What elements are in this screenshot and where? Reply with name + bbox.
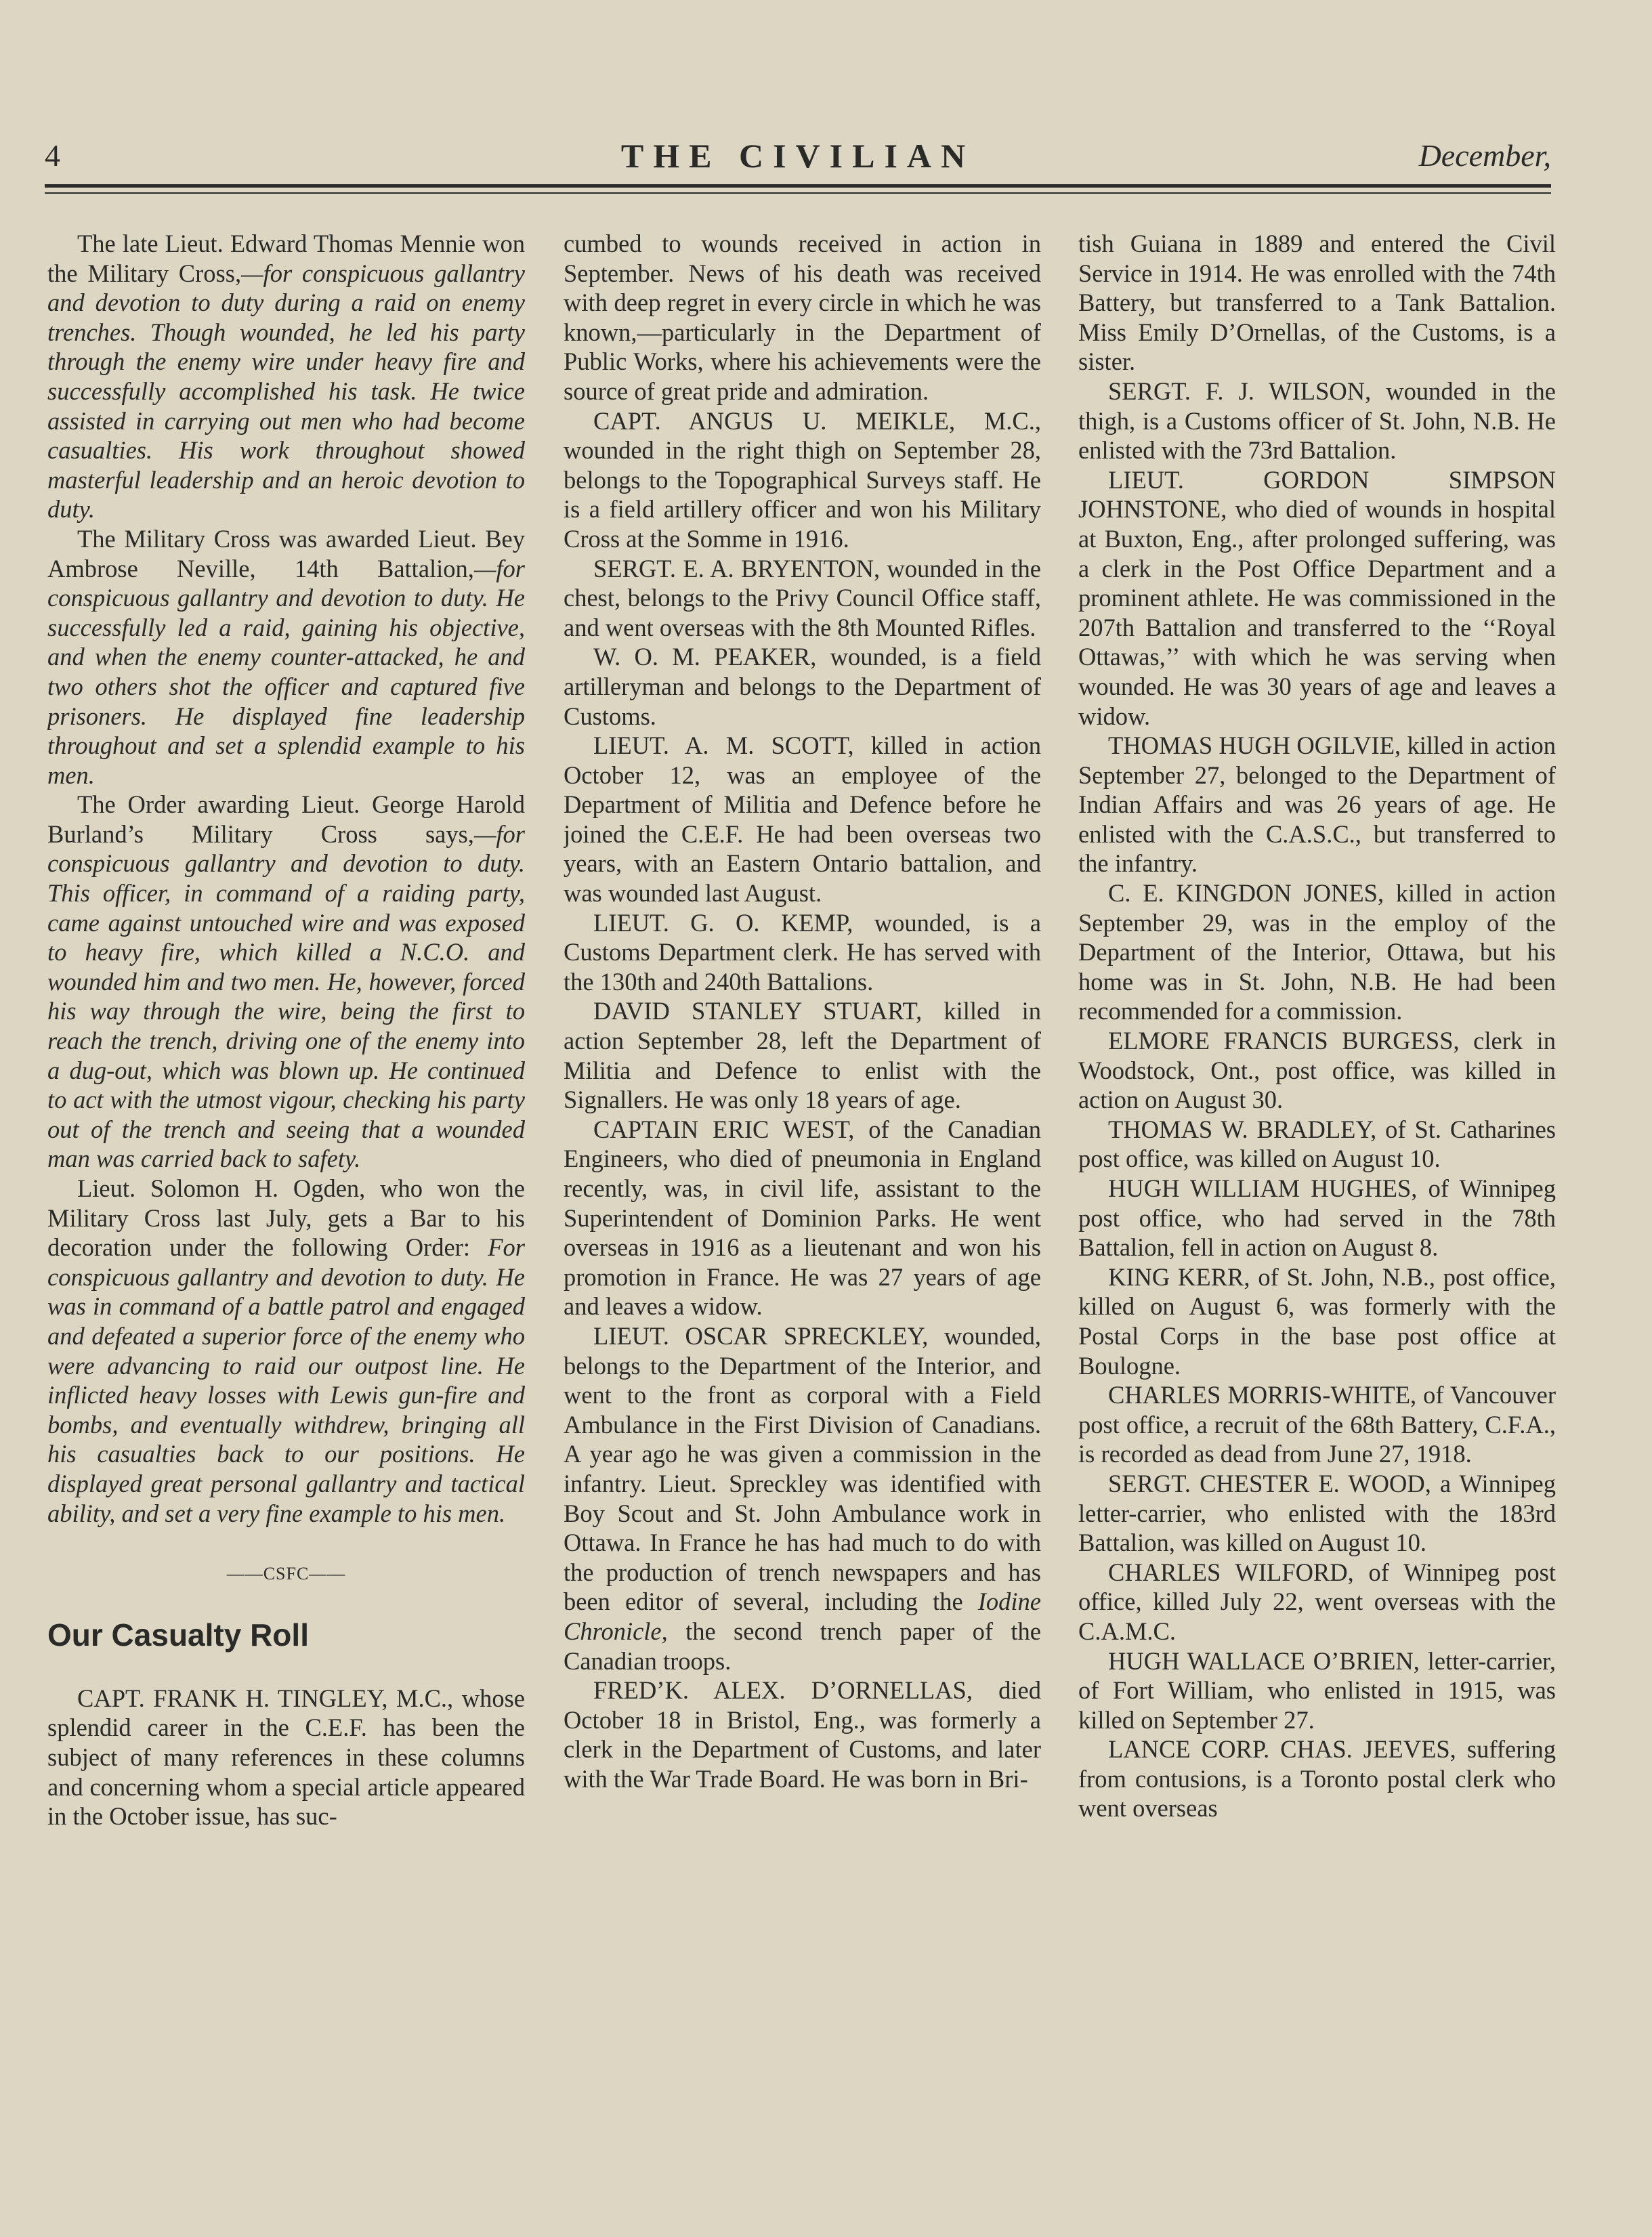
paragraph-jones: C. E. KINGDON JONES, killed in action September 29, was in the employ of the Department of the Interior, Ottawa, but his home was in St. John, N.B. He had been recommended for a commission. — [1078, 879, 1556, 1025]
paragraph-meikle: CAPT. ANGUS U. MEIKLE, M.C., wounded in the right thigh on September 28, belongs to the Topographical Surveys staff. He is a field artillery officer and won his Military Cross at the Somme in 1916. — [564, 406, 1041, 553]
paragraph-tingley: CAPT. FRANK H. TINGLEY, M.C., whose splendid career in the C.E.F. has been the subject of many references in these columns and concerning whom a special article appeared in the October issue, has suc- — [47, 1684, 525, 1831]
paragraph-stuart: DAVID STANLEY STUART, killed in action September 28, left the Department of Militia and Defence to enlist with the Signallers. He was only 18 years of age. — [564, 997, 1041, 1114]
paragraph-mennie: The late Lieut. Edward Thomas Mennie won the Military Cross,—for conspicuous gallantry and devotion to duty during a raid on enemy trenches. Though wounded, he led his party through the enemy wire under heavy fire and successfully accomplished his task. He twice assisted in carrying out men who had become casualties. His work throughout showed masterful leadership and an heroic devotion to duty. — [47, 230, 525, 524]
paragraph-wilson: SERGT. F. J. WILSON, wounded in the thigh, is a Customs officer of St. John, N.B. He enlisted with the 73rd Battalion. — [1078, 377, 1556, 465]
paragraph-burgess: ELMORE FRANCIS BURGESS, clerk in Woodstock, Ont., post office, was killed in action on August 30. — [1078, 1027, 1556, 1114]
paragraph-johnstone: LIEUT. GORDON SIMPSON JOHNSTONE, who died of wounds in hospital at Buxton, Eng., after prolonged suffering, was a clerk in the Post Office Department and a prominent athlete. He was commissioned in the 207th Battalion and transferred to the ‘‘Royal Ottawas,’’ with which he was serving when wounded. He was 30 years of age and leaves a widow. — [1078, 465, 1556, 730]
paragraph-scott: LIEUT. A. M. SCOTT, killed in action October 12, was an employee of the Department of Militia and Defence before he joined the C.E.F. He had been overseas two years, with an Eastern Ontario battalion, and was wounded last August. — [564, 731, 1041, 908]
masthead-title: THE CIVILIAN — [620, 137, 975, 175]
header-rule-thick — [45, 184, 1551, 188]
paragraph-west: CAPTAIN ERIC WEST, of the Canadian Engineers, who died of pneumonia in England recently, was, in civil life, assistant to the Superintendent of Dominion Parks. He went overseas in 1916 as a lieutenant and won his promotion in France. He was 27 years of age and leaves a widow. — [564, 1115, 1041, 1321]
column-2 — [564, 229, 1041, 2200]
paragraph-dornellas: FRED’K. ALEX. D’ORNELLAS, died October 18 in Bristol, Eng., was formerly a clerk in the Department of Customs, and later with the War Trade Board. He was born in Bri- — [564, 1676, 1041, 1793]
section-separator: ——CSFC—— — [226, 1564, 346, 1584]
page-header — [45, 132, 1551, 186]
paragraph-wilford: CHARLES WILFORD, of Winnipeg post office, killed July 22, went overseas with the C.A.M.C. — [1078, 1558, 1556, 1645]
paragraph-kemp: LIEUT. G. O. KEMP, wounded, is a Customs Department clerk. He has served with the 130th and 240th Battalions. — [564, 908, 1041, 996]
paragraph-hughes: HUGH WILLIAM HUGHES, of Winnipeg post office, who had served in the 78th Battalion, fell in action on August 8. — [1078, 1174, 1556, 1262]
section-title: Our Casualty Roll — [47, 1617, 309, 1653]
paragraph-wood: SERGT. CHESTER E. WOOD, a Winnipeg letter-carrier, who enlisted with the 183rd Battalion, was killed on August 10. — [1078, 1469, 1556, 1557]
paragraph-dornellas-cont: tish Guiana in 1889 and entered the Civil Service in 1914. He was enrolled with the 74th Battery, but transferred to a Tank Battalion. Miss Emily D’Ornellas, of the Customs, is a sister. — [1078, 230, 1556, 376]
column-3 — [1078, 229, 1556, 2200]
paragraph-ogilvie: THOMAS HUGH OGILVIE, killed in action September 27, belonged to the Department of Indian Affairs and was 26 years of age. He enlisted with the C.A.S.C., but transferred to the infantry. — [1078, 731, 1556, 878]
paragraph-ogden: Lieut. Solomon H. Ogden, who won the Military Cross last July, gets a Bar to his decoration under the following Order: For conspicuous gallantry and devotion to duty. He was in command of a battle patrol and engaged and defeated a superior force of the enemy who were advancing to raid our outpost line. He inflicted heavy losses with Lewis gun-fire and bombs, and eventually withdrew, bringing all his casualties back to our positions. He displayed great personal gallantry and tactical ability, and set a very fine example to his men. — [47, 1174, 525, 1527]
paragraph-neville: The Military Cross was awarded Lieut. Bey Ambrose Neville, 14th Battalion,—for conspicuous gallantry and devotion to duty. He successfully led a raid, gaining his objective, and when the enemy counter-attacked, he and two others shot the officer and captured five prisoners. He displayed fine leadership throughout and set a splendid example to his men. — [47, 524, 525, 789]
paragraph-bradley: THOMAS W. BRADLEY, of St. Catharines post office, was killed on August 10. — [1078, 1115, 1556, 1173]
paragraph-morris-white: CHARLES MORRIS-WHITE, of Vancouver post office, a recruit of the 68th Battery, C.F.A., is recorded as dead from June 27, 1918. — [1078, 1381, 1556, 1468]
paragraph-jeeves: LANCE CORP. CHAS. JEEVES, suffering from contusions, is a Toronto postal clerk who went overseas — [1078, 1735, 1556, 1823]
header-rule-thin — [45, 192, 1551, 194]
paragraph-peaker: W. O. M. PEAKER, wounded, is a field artilleryman and belongs to the Department of Customs. — [564, 643, 1041, 730]
issue-month: December, — [1418, 138, 1551, 173]
page-number: 4 — [45, 138, 60, 173]
paragraph-bryenton: SERGT. E. A. BRYENTON, wounded in the chest, belongs to the Privy Council Office staff, and went overseas with the 8th Mounted Rifles. — [564, 554, 1041, 641]
column-1 — [47, 229, 525, 2200]
paragraph-obrien: HUGH WALLACE O’BRIEN, letter-carrier, of Fort William, who enlisted in 1915, was killed on September 27. — [1078, 1646, 1556, 1734]
paragraph-spreckley: LIEUT. OSCAR SPRECKLEY, wounded, belongs to the Department of the Interior, and went to the front as corporal with a Field Ambulance in the First Division of Canadians. A year ago he was given a commission in the infantry. Lieut. Spreckley was identified with Boy Scout and St. John Ambulance work in Ottawa. In France he has had much to do with the production of trench newspapers and has been editor of several, including the Iodine Chronicle, the second trench paper of the Canadian troops. — [564, 1321, 1041, 1675]
paragraph-tingley-cont: cumbed to wounds received in action in September. News of his death was received with deep regret in every circle in which he was known,—particularly in the Department of Public Works, where his achievements were the source of great pride and admiration. — [564, 230, 1041, 405]
paragraph-burland: The Order awarding Lieut. George Harold Burland’s Military Cross says,—for conspicuous gallantry and devotion to duty. This officer, in command of a raiding party, came against untouched wire and was exposed to heavy fire, which killed a N.C.O. and wounded him and two men. He, however, forced his way through the wire, being the first to reach the trench, driving one of the enemy into a dug-out, which was blown up. He continued to act with the utmost vigour, checking his party out of the trench and seeing that a wounded man was carried back to safety. — [47, 790, 525, 1173]
paragraph-kerr: KING KERR, of St. John, N.B., post office, killed on August 6, was formerly with the Postal Corps in the base post office at Boulogne. — [1078, 1262, 1556, 1380]
